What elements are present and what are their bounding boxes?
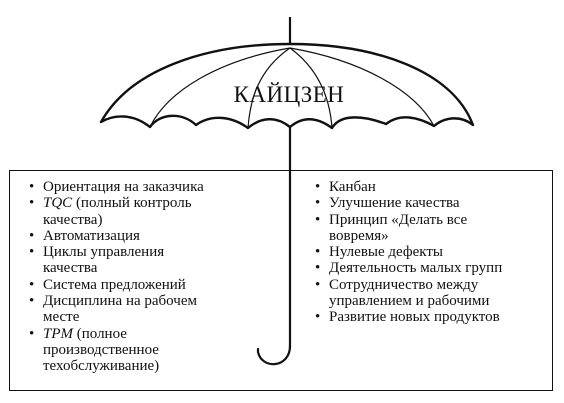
left-practice-item [27,293,262,326]
practice-text-line: (полное [73,325,127,342]
practice-text-line: Нулевые дефекты [329,244,443,261]
right-practice-item [313,212,548,245]
practice-text-line: Улучшение качества [329,195,460,212]
left-practice-item [27,228,262,244]
practice-text-line: Автоматизация [43,227,140,244]
left-practice-item [27,277,262,293]
left-practice-item [27,179,262,195]
left-practice-item [27,326,262,375]
practice-text-line: производственное [43,341,159,358]
left-practices-list [27,179,262,375]
practice-text-line: Деятельность малых групп [329,260,503,277]
practice-text-line: (полный контроль [72,195,192,212]
left-practice-item [27,195,262,228]
practice-text-line: Принцип «Делать все [329,211,468,228]
right-practice-item [313,195,548,211]
practice-text-line: Развитие новых продуктов [329,309,500,326]
right-practice-item [313,260,548,276]
umbrella-handle [258,346,290,364]
practice-text-line: месте [43,309,80,326]
practice-text-line: Циклы управления [43,244,165,261]
practice-abbreviation: TPM [43,325,73,342]
practice-text-line: техобслуживание) [43,358,160,375]
left-practice-item [27,244,262,277]
practice-text-line: Ориентация на заказчика [43,179,204,195]
practice-text-line: Канбан [329,179,376,195]
right-practice-item [313,244,548,260]
right-practice-item [313,179,548,195]
practice-text-line: Сотрудничество между [329,276,479,293]
right-practice-item [313,277,548,310]
practice-text-line: вовремя» [329,227,389,244]
practice-text-line: управлением и рабочими [329,293,490,310]
practice-text-line: качества [43,260,98,277]
practice-text-line: Система предложений [43,276,186,293]
practice-abbreviation: TQC [43,195,73,212]
right-practice-item [313,309,548,325]
practice-text-line: Дисциплина на рабочем [43,293,197,310]
right-practices-list [313,179,548,326]
practice-text-line: качества) [43,211,103,228]
diagram-title: КАЙЦЗЕН [233,82,345,107]
